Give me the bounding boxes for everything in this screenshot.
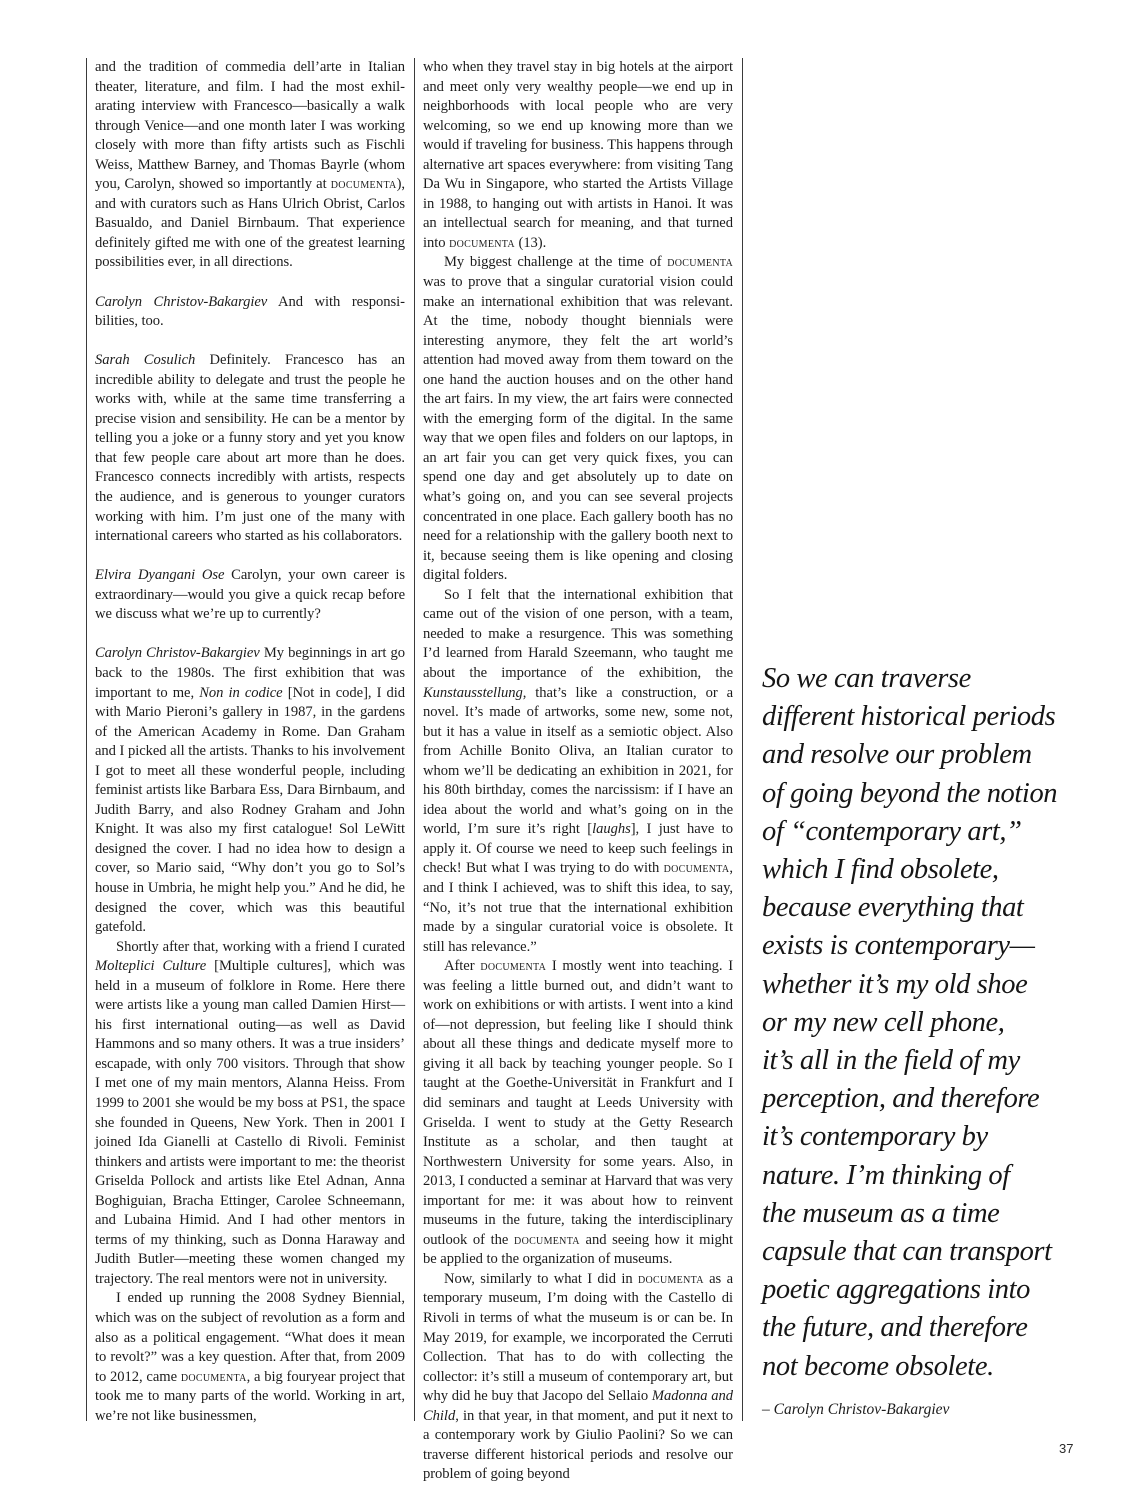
text-run: Carolyn, your own career is extraordinary—would you give a quick recap before we discuss what we’re up to currently?	[95, 567, 405, 623]
italic-term: Kunstausstellung	[423, 684, 523, 701]
pull-quote-line: or my new cell phone,	[762, 1006, 1005, 1038]
pull-quote-line: different historical periods	[762, 701, 1056, 733]
text-run: Shortly after that, working with a friend I curated	[116, 938, 405, 955]
pull-quote-line: of going beyond the notion	[762, 777, 1058, 809]
speaker-name: Sarah Cosulich	[95, 352, 196, 369]
speaker-name: Carolyn Christov-Bakargiev	[95, 293, 268, 310]
text-run: My biggest challenge at the time of	[444, 254, 668, 271]
paragraph	[423, 957, 733, 1270]
article-column-2	[423, 58, 733, 1485]
pull-quote-line: capsule that can transport	[762, 1236, 1052, 1268]
text-run: and the tradition of commedia dell’arte in Italian theater, literature, and film. I had the most exhilarating interview with Francesco—basically a walk through Venice—and one month later I was working closely with more than fifty artists such as Fischli Weiss, Matthew Barney, and Thomas Bayrle (whom you, Carolyn, showed so importantly at	[95, 59, 405, 193]
text-run: , a big fouryear project that took me to many parts of the world. Working in art, we’re not like businessmen,	[95, 1368, 405, 1424]
documenta-smallcaps: documenta	[663, 860, 730, 877]
text-run: After	[444, 958, 481, 975]
text-run: [Multiple cultures], which was held in a museum of folklore in Rome. Here there were artists like a young man called Damien Hirst—his first international outing—as well as David Hammons and so many others. It was a true insiders’ escapade, with only 700 visitors. Through that show I met one of my main mentors, Alanna Heiss. From 1999 to 2001 she would be my boss at PS1, the space she founded in Queens, New York. Then in 2001 I joined Ida Gianelli at Castello di Rivoli. Feminist thinkers and artists were important to me: the theorist Griselda Pollock and artists like Etel Adnan, Anna Boghiguian, Bracha Ettinger, Carolee Schneemann, and Lubaina Himid. And I had other mentors in terms of my thinking, such as Donna Haraway and Judith Butler—meeting these women changed my trajectory. The real mentors were not in university.	[95, 958, 405, 1287]
article-column-1	[95, 58, 405, 1426]
documenta-smallcaps: documenta	[330, 176, 397, 193]
exhibition-title: Non in codice	[199, 684, 283, 701]
text-run: (13).	[514, 234, 547, 251]
documenta-smallcaps: documenta	[637, 1270, 704, 1287]
text-run: , in that year, in that moment, and put it next to a contemporary work by Giulio Paolini? So we can traverse different historical periods and resolve our problem of going beyond	[423, 1407, 733, 1483]
text-run: and seeing how it might be applied to the organization of museums.	[423, 1231, 733, 1268]
text-run: as a temporary museum, I’m doing with the Castello di Rivoli in terms of what the museum is or can be. In May 2019, for example, we incorporated the Cerruti Collection. That has to do with collecting the collector: it’s still a museum of contemporary art, but why did he buy that Jacopo del Sellaio	[423, 1270, 733, 1405]
documenta-smallcaps: documenta	[180, 1368, 247, 1385]
column-rule-right	[742, 58, 743, 1421]
pull-quote-line: not become obsolete.	[762, 1350, 994, 1382]
column-rule-left	[86, 58, 87, 1421]
pull-quote-line: the museum as a time	[762, 1197, 1000, 1229]
pull-quote-line: which I find obsolete,	[762, 854, 999, 886]
pull-quote-line: poetic aggregations into	[762, 1274, 1030, 1306]
paragraph	[95, 293, 405, 332]
documenta-smallcaps: documenta	[667, 254, 733, 271]
text-run: So I felt that the international exhibition that came out of the vision of one person, with a team, needed to make a resurgence. This was something I’d learned from Harald Szeemann, who taught me about the importance of the exhibition, the	[423, 586, 733, 681]
pull-quote-line: and resolve our problem	[762, 739, 1032, 771]
paragraph	[423, 253, 733, 585]
text-run: Now, similarly to what I did in	[444, 1270, 638, 1287]
italic-term: laughs	[592, 821, 631, 838]
pull-quote-line: whether it’s my old shoe	[762, 968, 1028, 1000]
paragraph	[95, 58, 405, 273]
pull-quote-line: the future, and therefore	[762, 1312, 1028, 1344]
text-run: [Not in code], I did with Mario Pieroni’s gallery in 1987, in the gardens of the American Academy in Rome. Dan Graham and I picked all the artists. Thanks to his involvement I got to meet all these wonderful people, including feminist artists like Barbara Ess, Dara Birnbaum, and Judith Barry, and also Rodney Graham and John Knight. It was also my first catalogue! Sol LeWitt designed the cover. I had no idea how to design a cover, so Mario said, “Why don’t you go to Sol’s house in Umbria, he might help you.” And he did, he designed the cover, which was this beautiful gatefold.	[95, 684, 405, 936]
text-run: , and I think I achieved, was to shift this idea, to say, “No, it’s not true that the international exhibition made by a singular curatorial voice is obsolete. It still has relevance.”	[423, 860, 733, 955]
speaker-name: Elvira Dyangani Ose	[95, 567, 225, 584]
artwork-title: Madonna and Child	[423, 1388, 733, 1424]
paragraph	[95, 566, 405, 625]
speaker-name: Carolyn Christov-Bakargiev	[95, 645, 260, 662]
pull-quote	[762, 660, 1072, 1386]
page-number: 37	[1059, 1441, 1074, 1456]
paragraph	[423, 58, 733, 253]
pull-quote-line: of “contemporary art,”	[762, 815, 1022, 847]
documenta-smallcaps: documenta	[480, 958, 547, 975]
text-run: was to prove that a singular curatorial vision could make an international exhibition that was relevant. At the time, nobody thought biennials were interesting anymore, they felt the art world’s attention had moved away from them toward on the one hand the auction houses and on the other hand the art fairs. In my view, the art fairs were connected with the emerging form of the digital. In the same way that we open files and folders on our laptops, in an art fair you can get very quick fixes, you can spend one day and get absolutely up to date on what’s going on, and you can see several projects concentrated in one place. Each gallery booth has no need for a relationship with the gallery booth next to it, because seeing them is like opening and closing digital folders.	[423, 274, 733, 584]
paragraph	[95, 938, 405, 1290]
documenta-smallcaps: documenta	[514, 1231, 580, 1248]
documenta-smallcaps: documenta	[449, 234, 515, 251]
paragraph	[95, 644, 405, 937]
exhibition-title: Molteplici Culture	[95, 958, 207, 975]
text-run: ], I just have to apply it. Of course we need to keep such feelings in check! But what I was trying to do with	[423, 821, 733, 877]
text-run: , that’s like a construction, or a novel. It’s made of artworks, some new, some not, but it has a value in itself as a semiotic object. Also from Achille Bonito Oliva, an Italian curator to whom we’ll be dedicating an exhibition in 2021, for his 80th birthday, comes the narcissism: if I have an idea about the world and what’s going on in the world, I’m sure it’s right [	[423, 684, 733, 838]
paragraph	[423, 586, 733, 957]
column-rule-middle	[414, 58, 415, 1421]
pull-quote-line: So we can traverse	[762, 663, 971, 694]
pull-quote-attribution: – Carolyn Christov-Bakargiev	[762, 1401, 950, 1418]
pull-quote-line: it’s contemporary by	[762, 1121, 988, 1153]
text-run: My beginnings in art go back to the 1980s. The first exhibition that was important to me,	[95, 645, 405, 701]
text-run: ), and with curators such as Hans Ulrich Obrist, Carlos Basualdo, and Daniel Birnbaum. That experience definitely gifted me with one of the greatest learning possibilities ever, in all directions.	[95, 176, 405, 271]
text-run: I mostly went into teaching. I was feeling a little burned out, and didn’t want to work on exhibitions or with artists. I went into a kind of—not depression, but feeling like I should think about all these things and dedicate myself more to giving it all back by teaching younger people. So I taught at the Goethe-Universität in Frankfurt and I did seminars and taught at Leeds University with Griselda. I went to study at the Getty Research Institute as a scholar, and then taught at Northwestern University for some years. Also, in 2013, I conducted a seminar at Harvard that was very important for me: it was about how to reinvent museums in the future, taking the interdisciplinary outlook of the	[423, 958, 734, 1248]
paragraph	[95, 1289, 405, 1426]
pull-quote-line: because everything that	[762, 892, 1024, 924]
text-run: Definitely. Francesco has an incredible ability to delegate and trust the people he works with, while at the same time transferring a precise vision and sensibility. He can be a mentor by telling you a joke or a funny story and yet you know that few people care about art more than he does. Francesco connects incredibly with artists, respects the audience, and is generous to younger curators working with him. I’m just one of the many with international careers who started as his collaborators.	[95, 352, 405, 545]
pull-quote-line: nature. I’m thinking of	[762, 1159, 1010, 1191]
text-run: I ended up running the 2008 Sydney Biennial, which was on the subject of revolution as a form and also as a political engagement. “What does it mean to revolt?” was a key question. After that, from 2009 to 2012, came	[95, 1290, 405, 1385]
paragraph	[95, 351, 405, 546]
text-run: who when they travel stay in big hotels at the airport and meet only very wealthy people—we end up in neighborhoods with local people who are very welcoming, so we end up knowing more than we would if traveling for business. This happens through alternative art spaces everywhere: from visiting Tang Da Wu in Singapore, who started the Artists Village in 1988, to hanging out with artists in Hanoi. It was an intellectual search for meaning, and that turned into	[423, 59, 733, 251]
paragraph	[423, 1270, 733, 1485]
pull-quote-line: perception, and therefore	[762, 1083, 1040, 1115]
text-run: And with responsibilities, too.	[95, 293, 405, 330]
pull-quote-line: it’s all in the field of my	[762, 1045, 1020, 1077]
pull-quote-line: exists is contemporary—	[762, 930, 1035, 962]
